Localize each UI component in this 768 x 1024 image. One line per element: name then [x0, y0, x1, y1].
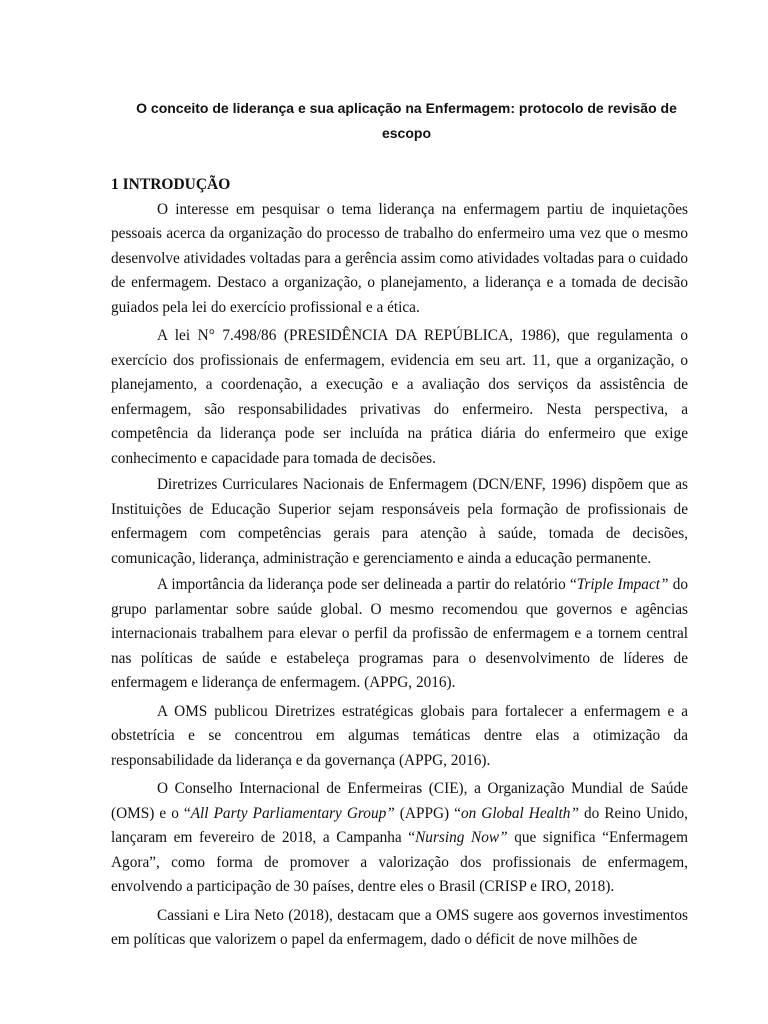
document-title: O conceito de liderança e sua aplicação na Enfermagem: protocolo de revisão de escopo	[136, 100, 677, 141]
paragraph-6-italic-global-health: on Global Health”	[460, 804, 579, 822]
paragraph-4-italic-triple-impact: Triple Impact”	[576, 576, 669, 593]
paragraph-1: O interesse em pesquisar o tema liderança na enfermagem partiu de inquietações pessoais acerca da organização do processo de trabalho do enfermeiro uma vez que o mesmo desenvolve atividades voltadas para a gerência assim como atividades voltadas para o cuidado de enfermagem. Destaco a organização, o planejamento, a liderança e a tomada de decisão guiados pela lei do exercício profissional e a ética.	[111, 200, 688, 316]
paragraph-6-text-d: que significa “Enfermagem Agora”, como forma de promover a valorização dos profissionais de enfermagem, envolvendo a participação de 30 países, dentre eles o Brasil (CRISP e IRO, 2018).	[111, 829, 688, 895]
paragraph-6-italic-nursing-now: Nursing Now”	[415, 829, 508, 846]
paragraph-3: Diretrizes Curriculares Nacionais de Enfermagem (DCN/ENF, 1996) dispõem que as Instituições de Educação Superior sejam responsáveis pela formação de profissionais de enfermagem com competências gerais para atenção à saúde, tomada de decisões, comunicação, liderança, administração e gerenciamento e ainda a educação permanente.	[111, 476, 688, 567]
paragraph-6-text-b: (APPG) “	[394, 804, 461, 822]
paragraph-6	[111, 777, 688, 900]
paragraph-4	[111, 573, 688, 696]
paragraph-4-text-a: A importância da liderança pode ser delineada a partir do relatório “	[157, 576, 577, 593]
paragraph-5: A OMS publicou Diretrizes estratégicas globais para fortalecer a enfermagem e a obstetrícia e se concentrou em algumas temáticas dentre elas a otimização da responsabilidade da liderança e da governança (APPG, 2016).	[111, 702, 688, 769]
section-heading: 1 INTRODUÇÃO	[111, 176, 231, 193]
paragraph-6-text-c: do Reino Unido, lançaram em fevereiro de 2018, a Campanha “	[111, 804, 688, 846]
paragraph-6-text-a: O Conselho Internacional de Enfermeiras (CIE), a Organização Mundial de Saúde (OMS) e o “	[111, 780, 688, 822]
paragraph-2: A lei N° 7.498/86 (PRESIDÊNCIA DA REPÚBLICA, 1986), que regulamenta o exercício dos profissionais de enfermagem, evidencia em seu art. 11, que a organização, o planejamento, a coordenação, a execução e a avaliação dos serviços da assistência de enfermagem, são responsabilidades privativas do enfermeiro. Nesta perspectiva, a competência da liderança pode ser incluída na prática diária do enfermeiro que exige conhecimento e capacidade para tomada de decisões.	[111, 327, 688, 467]
paragraph-4-text-b: do grupo parlamentar sobre saúde global. O mesmo recomendou que governos e agências internacionais trabalhem para elevar o perfil da profissão de enfermagem e a tornem central nas políticas de saúde e estabeleça programas para o desenvolvimento de líderes de enfermagem e liderança de enfermagem. (APPG, 2016).	[111, 576, 688, 691]
paragraph-7: Cassiani e Lira Neto (2018), destacam que a OMS sugere aos governos investimentos em políticas que valorizem o papel da enfermagem, dado o déficit de nove milhões de	[111, 906, 688, 948]
paragraph-6-italic-appg: All Party Parliamentary Group”	[190, 804, 395, 822]
